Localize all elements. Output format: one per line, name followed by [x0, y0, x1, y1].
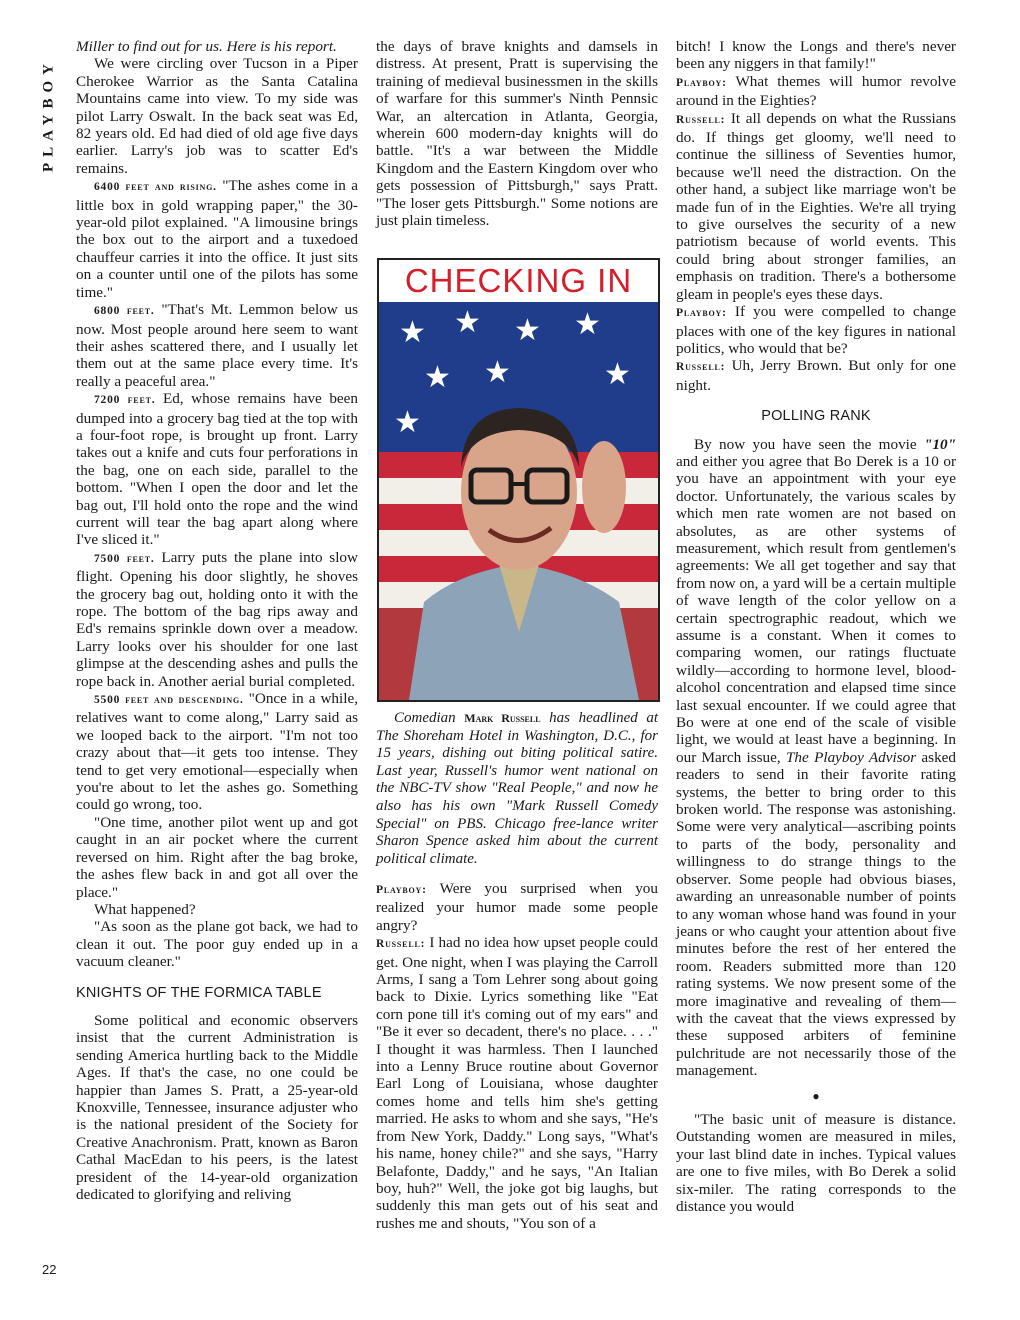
paragraph: Ed, whose remains have been dumped into a grocery bag tied at the top with a four-foot rope, is brought up front. Larry takes out a knife and cuts four perforations in the bag, one on each side, parallel to the bottom. "When I open the door and let the bag out, I'll hold onto the rope and the wind current will tear the bag apart along where I've sliced it." [76, 390, 358, 549]
section-heading: KNIGHTS OF THE FORMICA TABLE [76, 984, 322, 1001]
column-2 [376, 38, 658, 229]
section-bullet: ● [812, 1088, 820, 1103]
paragraph: We were circling over Tucson in a Piper Cherokee Warrior as the Santa Catalina Mountains came into view. To my side was pilot Larry Oswalt. In the back seat was Ed, 82 years old. Ed had died of old age five days earlier. Larry's job was to scatter Ed's remains. [76, 55, 358, 177]
column-1 [76, 38, 358, 1203]
column-3: bitch! I know the Longs and there's never been any niggers in that family!" Playboy: What themes will humor revolve around in the Eighties? Russell: It all depends on what the Russians do. If things get gloomy, we'll need to continue the silliness of Seventies humor, because we'll need the distraction. On the other hand, a subject like marriage won't be made fun of in the Eighties. We're all trying to give ourselves the security of a new patriotism because of world events. This could bring about stronger families, an emphasis on tradition. There's a bothersome gleam in people's eyes these days. Playboy: If you were compelled to change places with one of the key figures in national politics, who would that be? Russell: Uh, Jerry Brown. But only for one night. POLLING RANK By now you have seen the movie "10" and either you agree that Bo Derek is a 10 or you have an appointment with your eye doctor. Unfortunately, the various scales by which men rate women are not based on absolutes, as are other systems of measurement, which result from gentlemen's agreements: We all get together and say that from now on, a yard will be a certain multiple of wave length of the color yellow on a certain spectrographic readout, which we assume is a constant. When it comes to comparing women, our ratings fluctuate wildly—according to hormone level, blood-alcohol concentration and elapsed time since last sexual encounter. If we could agree that Bo were at one end of the scale of visible light, we would at least have a beginning. In our March issue, The Playboy Advisor asked readers to send in their favorite rating systems, the better to bring order to this broken world. The response was astonishing. Some were very analytical—ascribing points to parts of the body, personality and willingness to do strange things to the observer. Some people had obvious biases, awarding an unreasonable number of points to any woman whose hand was found in your jeans or who caught your attention about five minutes before the rest of her entered the room. Readers submitted more than 120 rating systems. We now present some of the more imaginative and revealing of them—with the caveat that the views expressed by these supposed arbiters of feminine pulchritude are not necessarily those of the management. ● "The basic unit of measure is distance. Outstanding women are measured in miles, your last blind date in inches. Typical values are one to five miles, with Bo Derek a solid six-miler. The rating corresponds to the distance you would [676, 38, 957, 1215]
speaker-label: Playboy: [676, 76, 727, 89]
page-number: 22 [42, 1262, 57, 1277]
paragraph: "One time, another pilot went up and got caught in an air pocket where the current reversed on him. Right after the bag broke, the ashes flew back in and got all over the place." [76, 813, 358, 901]
paragraph: Some political and economic observers insist that the current Administration is sending America hurtling back to the Middle Ages. If that's the case, no one could be happier than James S. Pratt, a 25-year-old Knoxville, Tennessee, insurance adjuster who is the national president of the Society for Creative Anachronism. Pratt, known as Baron Cathal MacEdan to his peers, is the latest president of the 14-year-old organization dedicated to glorifying and reliving [76, 1011, 358, 1203]
flag-star: ★ [394, 405, 421, 440]
flag-star: ★ [514, 313, 541, 348]
altitude-label: 7500 feet. [94, 552, 155, 565]
checking-in-box [377, 258, 660, 702]
altitude-label: 6400 feet and rising. [94, 181, 217, 194]
flag-star: ★ [604, 357, 631, 392]
flag-star: ★ [424, 360, 451, 395]
altitude-label: 6800 feet. [94, 305, 155, 318]
altitude-label: 7200 feet. [94, 394, 156, 407]
paragraph: Larry puts the plane into slow flight. Opening his door slightly, he shoves the grocery bag out, holding onto it with the rope. The bottom of the bag rips away and Ed's remains sprinkle down over a meadow. Larry looks over his shoulder for one last glimpse at the descending ashes and pulls the rope back in. Another aerial burial completed. [76, 548, 358, 690]
speaker-label: Russell: [676, 113, 726, 126]
caption-name: Mark Russell [464, 711, 541, 725]
box-title: CHECKING IN [404, 262, 633, 299]
paragraph: "As soon as the plane got back, we had to clean it out. The poor guy ended up in a vacuum cleaner." [76, 918, 358, 971]
paragraph: "The basic unit of measure is distance. Outstanding women are measured in miles, your last blind date in inches. Typical values are one to five miles, with Bo Derek a solid six-miler. The rating corresponds to the distance you would [676, 1110, 956, 1215]
photo-caption: Comedian Mark Russell has headlined at The Shoreham Hotel in Washington, D.C., for 15 years, dishing out biting political satire. Last year, Russell's humor went national on the NBC-TV show "Real People," and now he also has his own "Mark Russell Comedy Special" on PBS. Chicago free-lance writer Sharon Spence asked him about the current political climate. [376, 710, 658, 867]
altitude-label: 5500 feet and descending. [94, 694, 244, 707]
section-heading: POLLING RANK [761, 408, 871, 425]
intro-line: Miller to find out for us. Here is his report. [76, 38, 337, 55]
paragraph: the days of brave knights and damsels in distress. At present, Pratt is supervising the training of medieval businessmen in the skills of warfare for this summer's Ninth Pennsic War, an altercation in Atlanta, Georgia, wherein 600 modern-day knights will do battle. "It's a war between the Middle Kingdom and the Eastern Kingdom over who gets possession of Pittsburgh," says Pratt. "The loser gets Pittsburgh." Some notions are just plain timeless. [376, 38, 658, 230]
interview-text: Playboy: Were you surprised when you realized your humor made some people angry? Russell: I had no idea how upset people could get. One night, when I was playing the Carroll Arms, I sang a Tom Lehrer song about going back to Dixie. Lyrics something like "Eat corn pone till it's coming out of my ears" and "Be it ever so decadent, there's no place. . . ." I thought it was harmless. Then I launched into a Lenny Bruce routine about Governor Earl Long of Louisiana, whose daughter comes home and tells him she's getting married. He asks to whom and she says, "He's from New York, Daddy." Long says, "What's his name, honey chile?" and she says, "Harry Belafonte, Daddy," and he says, "An Italian boy, huh?" Well, the joke got big laughs, but suddenly this man gets out of his seat and rushes me and shouts, "You son of a [376, 880, 658, 1232]
speaker-label: Russell: [376, 938, 426, 951]
speaker-label: Playboy: [376, 884, 427, 896]
flag-star: ★ [574, 307, 601, 342]
flag-star: ★ [399, 315, 426, 350]
paragraph: "Once in a while, relatives want to come along," Larry said as we looped back to the airport. "I'm not too crazy about that—it gets too intense. They tend to get very emotional—especially when you're about to let the ashes go. Something could go wrong, too. [76, 690, 358, 814]
paragraph: "That's Mt. Lemmon below us now. Most people around here seem to want their ashes scattered there, and I usually let them out at the same place every time. It's really a peaceful area." [76, 301, 358, 390]
flag-star: ★ [484, 355, 511, 390]
movie-title: "10" [923, 435, 957, 453]
paragraph: "The ashes come in a little box in gold wrapping paper," the 30-year-old pilot explained. "A limousine brings the box out to the airport and a tuxedoed chauffeur carries it into the office. It just sits on a counter until one of the pilots has some time." [76, 177, 358, 301]
column-title: The Playboy Advisor [785, 748, 917, 766]
speaker-label: Playboy: [676, 307, 727, 320]
magazine-spine-label: PLAYBOY [40, 58, 57, 172]
portrait-photo [379, 302, 658, 700]
paragraph: bitch! I know the Longs and there's never been any niggers in that family!" [676, 38, 956, 73]
paragraph: What happened? [94, 900, 196, 918]
flag-star: ★ [454, 305, 481, 340]
speaker-label: Russell: [676, 361, 726, 374]
